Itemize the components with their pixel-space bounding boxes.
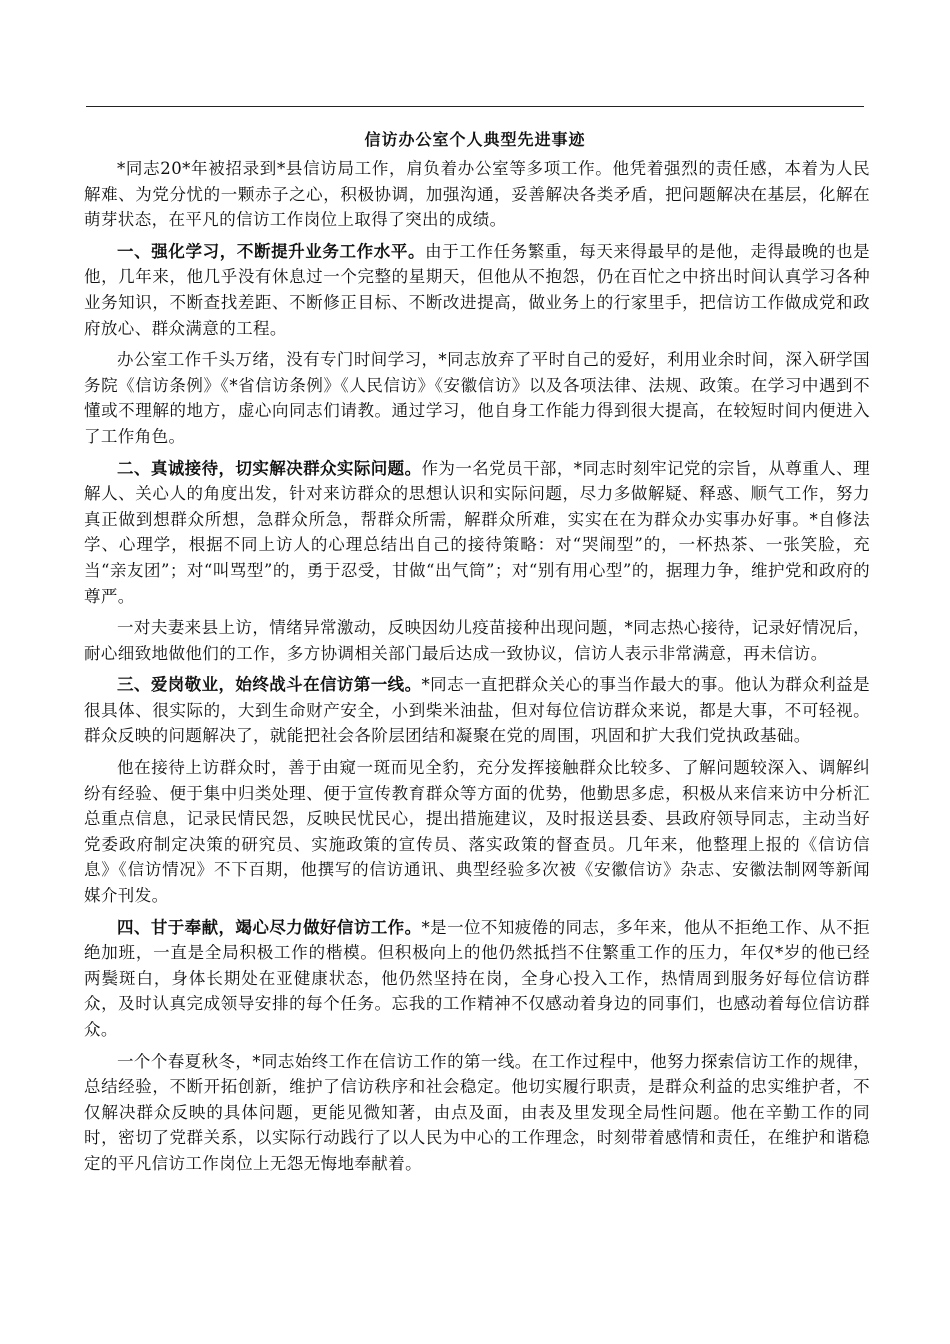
section-heading: 二、真诚接待，切实解决群众实际问题。 bbox=[117, 458, 422, 478]
paragraph-text: 作为一名党员干部，*同志时刻牢记党的宗旨，从尊重人、理解人、关心人的角度出发，针对来访群众的思想认识和实际问题，尽力多做解疑、释惑、顺气工作，努力真正做到想群众所想，急群众所急，帮群众所需，解群众所难，实实在在为群众办实事办好事。*自修法学、心理学，根据不同上访人的心理总结出自己的接待策略：对“哭闹型”的，一杯热茶、一张笑脸，充当“亲友团”；对“叫骂型”的，勇于忍受，甘做“出气筒”；对“别有用心型”的，据理力争，维护党和政府的尊严。 bbox=[84, 458, 870, 606]
section-heading: 三、爱岗敬业，始终战斗在信访第一线。 bbox=[117, 675, 422, 695]
document-body bbox=[84, 156, 870, 1177]
paragraph-intro bbox=[84, 156, 870, 233]
document-title: 信访办公室个人典型先进事迹 bbox=[364, 130, 586, 149]
paragraph-text: 一对夫妻来县上访，情绪异常激动，反映因幼儿疫苗接种出现问题，*同志热心接待，记录好情况后，耐心细致地做他们的工作，多方协调相关部门最后达成一致协议，信访人表示非常满意，再未信访。 bbox=[84, 618, 870, 663]
paragraph-section-3-detail bbox=[84, 755, 870, 909]
paragraph-section-4-detail bbox=[84, 1049, 870, 1177]
section-heading: 四、甘于奉献，竭心尽力做好信访工作。 bbox=[117, 917, 422, 937]
paragraph-section-2 bbox=[84, 456, 870, 610]
paragraph-text: 一个个春夏秋冬，*同志始终工作在信访工作的第一线。在工作过程中，他努力探索信访工作的规律，总结经验，不断开拓创新，维护了信访秩序和社会稳定。他切实履行职责，是群众利益的忠实维护者，不仅解决群众反映的具体问题，更能见微知著，由点及面，由表及里发现全局性问题。他在辛勤工作的同时，密切了党群关系，以实际行动践行了以人民为中心的工作理念，时刻带着感情和责任，在维护和谐稳定的平凡信访工作岗位上无怨无悔地奉献着。 bbox=[84, 1051, 870, 1173]
section-heading: 一、强化学习，不断提升业务工作水平。 bbox=[117, 241, 426, 261]
paragraph-text: 由于工作任务繁重，每天来得最早的是他，走得最晚的也是他，几年来，他几乎没有休息过一个完整的星期天，但他从不抱怨，仍在百忙之中挤出时间认真学习各种业务知识，不断查找差距、不断修正目标、不断改进提高，做业务上的行家里手，把信访工作做成党和政府放心、群众满意的工程。 bbox=[84, 241, 871, 338]
paragraph-section-2-detail bbox=[84, 615, 870, 666]
paragraph-text: *同志一直把群众关心的事当作最大的事。他认为群众利益是很具体、很实际的，大到生命财产安全，小到柴米油盐，但对每位信访群众来说，都是大事，不可轻视。群众反映的问题解决了，就能把社会各阶层团结和凝聚在党的周围，巩固和扩大我们党执政基础。 bbox=[84, 675, 870, 746]
paragraph-section-1 bbox=[84, 239, 870, 341]
paragraph-text: 办公室工作千头万绪，没有专门时间学习，*同志放弃了平时自己的爱好，利用业余时间，深入研学国务院《信访条例》《*省信访条例》《人民信访》《安徽信访》以及各项法律、法规、政策。在学习中遇到不懂或不理解的地方，虚心向同志们请教。通过学习，他自身工作能力得到很大提高，在较短时间内便进入了工作角色。 bbox=[84, 350, 870, 446]
paragraph-text: *同志20*年被招录到*县信访局工作，肩负着办公室等多项工作。他凭着强烈的责任感，本着为人民解难、为党分忧的一颗赤子之心，积极协调，加强沟通，妥善解决各类矛盾，把问题解决在基层，化解在萌芽状态，在平凡的信访工作岗位上取得了突出的成绩。 bbox=[84, 159, 870, 230]
paragraph-text: 他在接待上访群众时，善于由窥一斑而见全豹，充分发挥接触群众比较多、了解问题较深入、调解纠纷有经验、便于集中归类处理、便于宣传教育群众等方面的优势，他勤思多虑，积极从来信来访中分析汇总重点信息，记录民情民怨，反映民忧民心，提出措施建议，及时报送县委、县政府领导同志，主动当好党委政府制定决策的研究员、实施政策的宣传员、落实政策的督查员。几年来，他整理上报的《信访信息》《信访情况》不下百期，他撰写的信访通讯、典型经验多次被《安徽信访》杂志、安徽法制网等新闻媒介刊发。 bbox=[84, 758, 870, 906]
paragraph-section-4 bbox=[84, 915, 870, 1043]
header-rule bbox=[86, 106, 864, 107]
paragraph-section-3 bbox=[84, 672, 870, 749]
paragraph-text: *是一位不知疲倦的同志，多年来，他从不拒绝工作、从不拒绝加班，一直是全局积极工作的楷模。但积极向上的他仍然抵挡不住繁重工作的压力，年仅*岁的他已经两鬓斑白，身体长期处在亚健康状态，他仍然坚持在岗，全身心投入工作，热情周到服务好每位信访群众，及时认真完成领导安排的每个任务。忘我的工作精神不仅感动着身边的同事们，也感动着每位信访群众。 bbox=[84, 917, 870, 1039]
paragraph-section-1-detail bbox=[84, 347, 870, 449]
